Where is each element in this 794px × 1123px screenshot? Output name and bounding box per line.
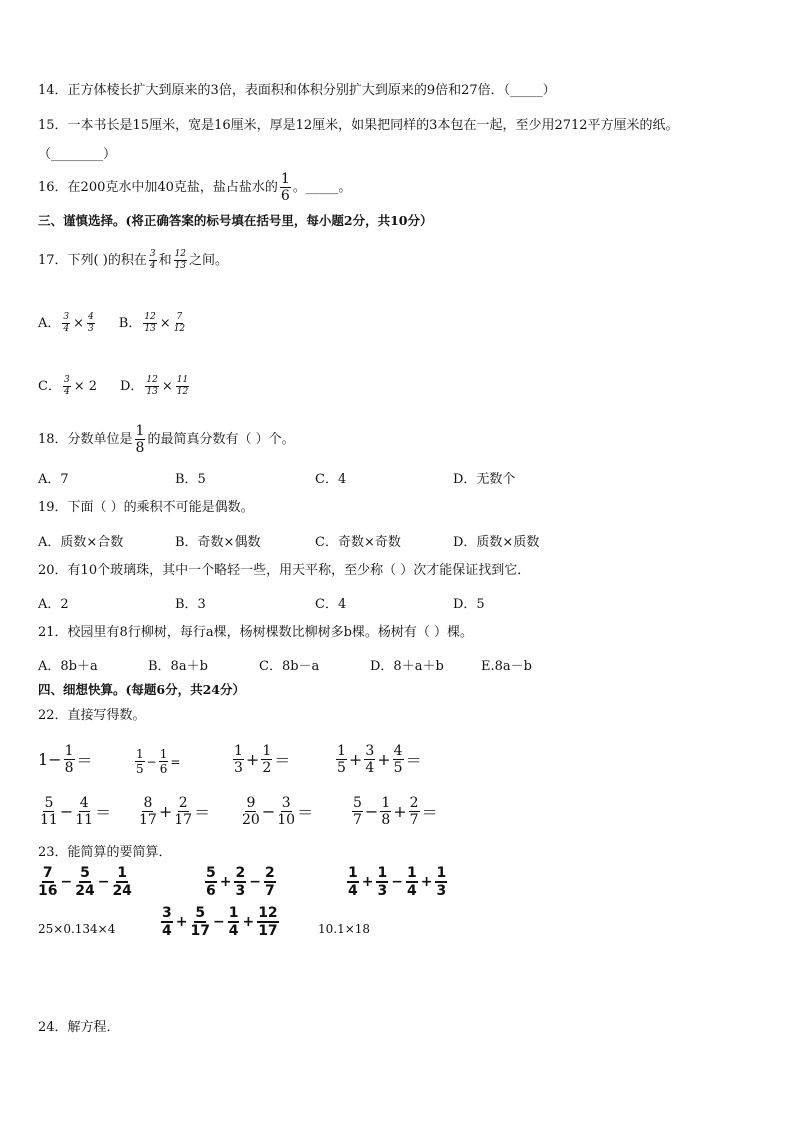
question-15-answer-blank: （________） xyxy=(38,147,117,162)
q18-fraction: $\frac{1}{8}$ xyxy=(135,423,145,456)
q17-option-a-frac1: $\frac{3}{4}$ xyxy=(63,312,70,334)
q21-option-b: B．8a＋b xyxy=(148,659,208,674)
q23-expression-3: $\frac{1}{4}$ + $\frac{1}{3}$ − $\frac{1}{4}$ + $\frac{1}{3}$ xyxy=(348,865,447,899)
q20-option-c: C．4 xyxy=(315,597,347,612)
q18-option-b: B．5 xyxy=(175,472,206,487)
q22-expression-5: $\frac{5}{11}$ − $\frac{4}{11}$ ＝ xyxy=(40,795,112,828)
q17-option-a-label: A． xyxy=(38,315,61,331)
q23-expression-2: $\frac{5}{6}$ + $\frac{2}{3}$ − $\frac{2}{7}$ xyxy=(206,865,275,899)
q16-text-pre: 16．在200克水中加40克盐，盐占盐水的 xyxy=(38,179,278,195)
q17-option-b-op: × xyxy=(159,315,171,331)
question-24: 24．解方程． xyxy=(38,1020,120,1035)
q21-option-c: C．8b－a xyxy=(259,659,320,674)
q17-option-a-frac2: $\frac{4}{3}$ xyxy=(88,312,94,334)
q17-option-b-frac1: $\frac{12}{13}$ xyxy=(144,312,156,334)
q17-option-c-frac1: $\frac{3}{4}$ xyxy=(63,375,70,397)
q17-option-b-frac2: $\frac{7}{12}$ xyxy=(173,312,186,334)
q22-expression-6: $\frac{8}{17}$ + $\frac{2}{17}$ ＝ xyxy=(139,795,211,828)
q18-option-d: D．无数个 xyxy=(453,472,516,487)
q19-option-a: A．质数×合数 xyxy=(38,535,124,550)
q22-expression-8: $\frac{5}{7}$ − $\frac{1}{8}$ + $\frac{2}{7}$ ＝ xyxy=(353,795,438,828)
question-21: 21．校园里有8行柳树，每行a棵，杨树棵数比柳树多b棵。杨树有（ ）棵。 xyxy=(38,625,474,640)
q17-text-post: 之间。 xyxy=(189,252,229,268)
q17-text-pre: 17．下列( )的积在 xyxy=(38,252,147,268)
q18-option-a: A．7 xyxy=(38,472,69,487)
q17-option-d-frac1: $\frac{12}{13}$ xyxy=(146,375,158,397)
q22-expression-3: $\frac{1}{3}$ + $\frac{1}{2}$ ＝ xyxy=(234,743,291,776)
q22-expression-4: $\frac{1}{5}$ + $\frac{3}{4}$ + $\frac{4}{5}$ ＝ xyxy=(337,743,422,776)
q17-fraction-1: $\frac{3}{4}$ xyxy=(149,249,156,271)
question-14: 14．正方体棱长扩大到原来的3倍，表面积和体积分别扩大到原来的9倍和27倍．（_____） xyxy=(38,83,556,98)
question-15: 15．一本书长是15厘米，宽是16厘米，厚是12厘米，如果把同样的3本包在一起，至少用2712平方厘米的纸。 xyxy=(38,118,679,133)
q17-fraction-2: $\frac{12}{13}$ xyxy=(174,249,187,271)
q21-option-e: E.8a－b xyxy=(481,659,532,674)
q22-expression-2: $\frac{1}{5}$ − $\frac{1}{6}$ = xyxy=(136,747,181,776)
q23-expression-6: 10.1×18 xyxy=(318,922,371,936)
q19-option-b: B．奇数×偶数 xyxy=(175,535,261,550)
q20-option-b: B．3 xyxy=(175,597,206,612)
q21-option-a: A．8b＋a xyxy=(38,659,98,674)
q22-expression-7: $\frac{9}{20}$ − $\frac{3}{10}$ ＝ xyxy=(242,795,314,828)
question-20: 20．有10个玻璃珠，其中一个略轻一些，用天平称，至少称（ ）次才能保证找到它． xyxy=(38,563,531,578)
q17-options-row-2 xyxy=(38,376,191,397)
q18-text-post: 的最简真分数有（ ）个。 xyxy=(147,431,295,447)
q17-option-c-label: C． xyxy=(38,378,61,394)
q20-option-a: A．2 xyxy=(38,597,69,612)
q17-option-a-op: × xyxy=(73,315,85,331)
q16-fraction: $\frac{1}{6}$ xyxy=(280,171,290,204)
question-18 xyxy=(38,424,295,455)
question-17 xyxy=(38,250,228,271)
q17-option-d-op: × xyxy=(161,378,173,394)
q17-options-row-1 xyxy=(38,313,187,334)
q18-text-pre: 18．分数单位是 xyxy=(38,431,133,447)
q17-text-mid: 和 xyxy=(158,252,172,268)
section-4-heading: 四、细想快算。(每题6分，共24分） xyxy=(38,682,246,697)
q17-option-c-op: × 2 xyxy=(73,378,97,394)
q19-option-c: C．奇数×奇数 xyxy=(315,535,401,550)
question-23: 23．能简算的要简算． xyxy=(38,845,172,860)
q18-option-c: C．4 xyxy=(315,472,347,487)
q17-option-d-frac2: $\frac{11}{12}$ xyxy=(176,375,189,397)
q23-expression-1: $\frac{7}{16}$ − $\frac{5}{24}$ − $\frac{1}{24}$ xyxy=(38,865,132,899)
q19-option-d: D．质数×质数 xyxy=(453,535,540,550)
section-3-heading: 三、谨慎选择。(将正确答案的标号填在括号里，每小题2分，共10分） xyxy=(38,213,433,228)
q17-option-b-label: B． xyxy=(118,315,142,331)
question-22: 22．直接写得数。 xyxy=(38,708,146,723)
q23-expression-4: 25×0.134×4 xyxy=(38,922,116,936)
q20-option-d: D．5 xyxy=(453,597,485,612)
q16-text-post: 。_____。 xyxy=(292,179,352,195)
q21-option-d: D．8＋a＋b xyxy=(370,659,444,674)
q23-expression-5: $\frac{3}{4}$ + $\frac{5}{17}$ − $\frac{1}{4}$ + $\frac{12}{17}$ xyxy=(162,905,278,939)
q17-option-d-label: D． xyxy=(119,378,144,394)
q22-expression-1: 1− $\frac{1}{8}$ ＝ xyxy=(38,743,93,776)
question-16 xyxy=(38,172,351,203)
question-19: 19．下面（ ）的乘积不可能是偶数。 xyxy=(38,500,254,515)
